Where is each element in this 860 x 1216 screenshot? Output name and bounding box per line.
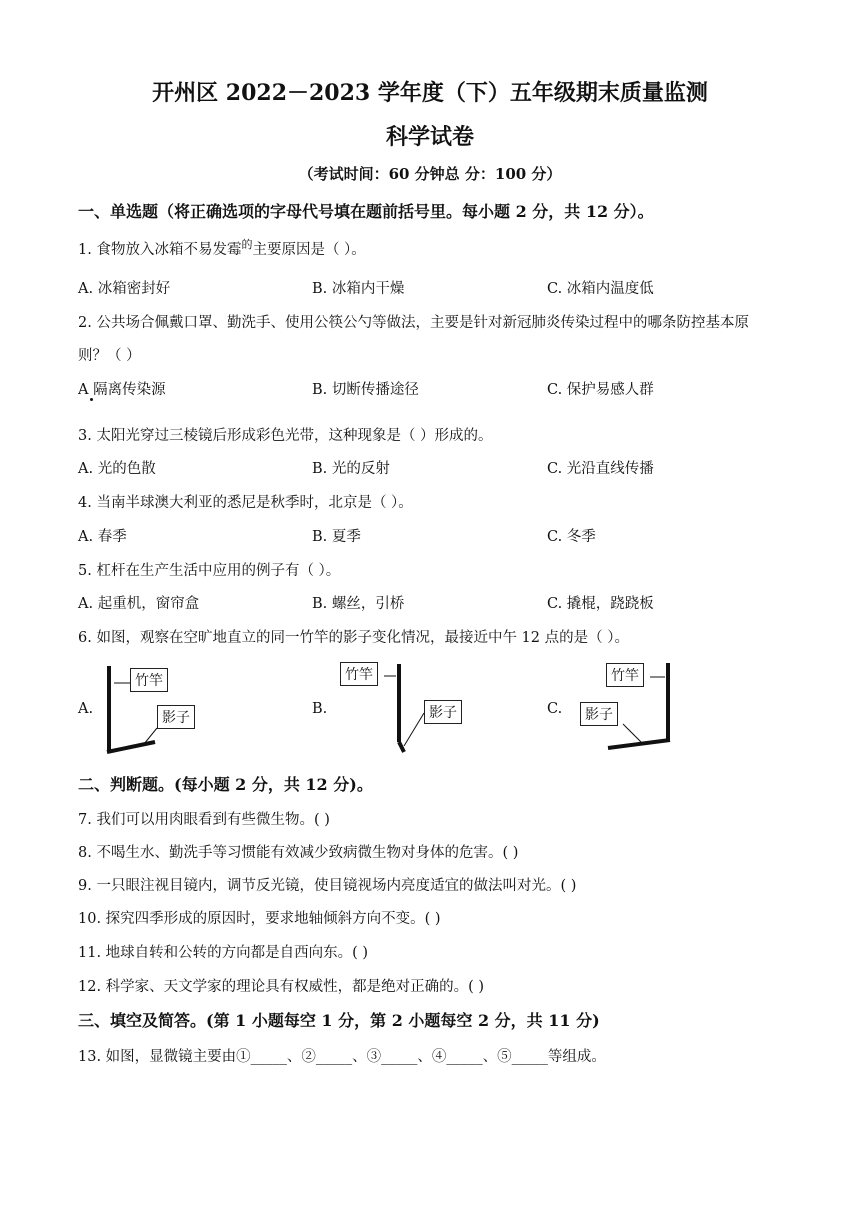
question-3-option-b: B. 光的反射 (312, 461, 390, 477)
diagram-c-shadow (608, 740, 670, 748)
exam-title: 开州区 2022－2023 学年度（下）五年级期末质量监测 (152, 80, 708, 106)
question-4: 4. 当南半球澳大利亚的悉尼是秋季时，北京是（ ）。 (78, 495, 413, 511)
diagram-a-pole-label: 竹竿 (130, 668, 168, 692)
diagram-b-shadow-pointer (404, 713, 424, 746)
question-10: 10. 探究四季形成的原因时，要求地轴倾斜方向不变。( ) (78, 911, 441, 927)
question-1-option-a: A. 冰箱密封好 (78, 281, 171, 297)
diagram-b-shadow-label: 影子 (424, 700, 462, 724)
question-3: 3. 太阳光穿过三棱镜后形成彩色光带，这种现象是（ ）形成的。 (78, 428, 493, 444)
diagram-a-shadow-label: 影子 (157, 705, 195, 729)
exam-info: （考试时间：60 分钟总 分：100 分） (298, 165, 562, 183)
section-1-heading: 一、单选题（将正确选项的字母代号填在题前括号里。每小题 2 分，共 12 分）。 (78, 202, 654, 221)
exam-subtitle: 科学试卷 (385, 124, 474, 150)
question-5: 5. 杠杆在生产生活中应用的例子有（ ）。 (78, 563, 341, 579)
question-3-option-a: A. 光的色散 (78, 461, 156, 477)
question-6-option-c-label: C. (547, 701, 563, 717)
question-5-option-b: B. 螺丝，引桥 (312, 596, 405, 612)
section-3-heading: 三、填空及简答。(第 1 小题每空 1 分，第 2 小题每空 2 分，共 11 分) (78, 1011, 600, 1030)
question-1-option-c: C. 冰箱内温度低 (547, 281, 654, 297)
question-11: 11. 地球自转和公转的方向都是自西向东。( ) (78, 945, 369, 961)
question-9: 9. 一只眼注视目镜内，调节反光镜，使目镜视场内亮度适宜的做法叫对光。( ) (78, 878, 577, 894)
question-1-option-b: B. 冰箱内干燥 (312, 281, 405, 297)
diagram-c-pole-label: 竹竿 (606, 663, 644, 687)
stray-dot (90, 398, 93, 401)
question-13: 13. 如图，显微镜主要由①_____、②_____、③_____、④_____、⑤_____等组成。 (78, 1049, 606, 1065)
question-4-option-b: B. 夏季 (312, 529, 361, 545)
question-2-option-b: B. 切断传播途径 (312, 382, 419, 398)
question-1-text-before: 1. 食物放入冰箱不易发霉 (78, 242, 242, 258)
question-6-option-b-label: B. (312, 701, 328, 717)
question-3-option-c: C. 光沿直线传播 (547, 461, 654, 477)
question-5-option-a: A. 起重机，窗帘盒 (78, 596, 200, 612)
diagram-b-shadow (399, 742, 404, 752)
diagram-c (575, 660, 685, 760)
question-6-option-a-label: A. (78, 701, 94, 717)
question-2-option-c: C. 保护易感人群 (547, 382, 654, 398)
question-4-option-a: A. 春季 (78, 529, 127, 545)
question-2-line-1: 2. 公共场合佩戴口罩、勤洗手、使用公筷公勺等做法，主要是针对新冠肺炎传染过程中的哪条防控基本原 (78, 315, 749, 331)
question-1 (78, 238, 366, 259)
diagram-b (338, 660, 478, 760)
diagram-a-shadow (107, 742, 155, 752)
diagram-c-shadow-label: 影子 (580, 702, 618, 726)
question-7: 7. 我们可以用肉眼看到有些微生物。( ) (78, 812, 330, 828)
question-4-option-c: C. 冬季 (547, 529, 596, 545)
question-1-text-after: 主要原因是（ ）。 (252, 242, 366, 258)
diagram-c-shadow-pointer (623, 724, 643, 744)
section-2-heading: 二、判断题。(每小题 2 分，共 12 分)。 (78, 775, 373, 794)
question-8: 8. 不喝生水、勤洗手等习惯能有效减少致病微生物对身体的危害。( ) (78, 845, 519, 861)
question-2-line-2: 则？（ ） (78, 348, 141, 364)
diagram-b-pole-label: 竹竿 (340, 662, 378, 686)
question-5-option-c: C. 撬棍，跷跷板 (547, 596, 654, 612)
question-12: 12. 科学家、天文学家的理论具有权威性，都是绝对正确的。( ) (78, 979, 485, 995)
diagram-a (100, 660, 200, 760)
question-6: 6. 如图，观察在空旷地直立的同一竹竿的影子变化情况，最接近中午 12 点的是（ ）。 (78, 630, 629, 646)
question-2-option-a: A 隔离传染源 (78, 382, 166, 398)
question-1-superscript: 的 (241, 238, 253, 251)
